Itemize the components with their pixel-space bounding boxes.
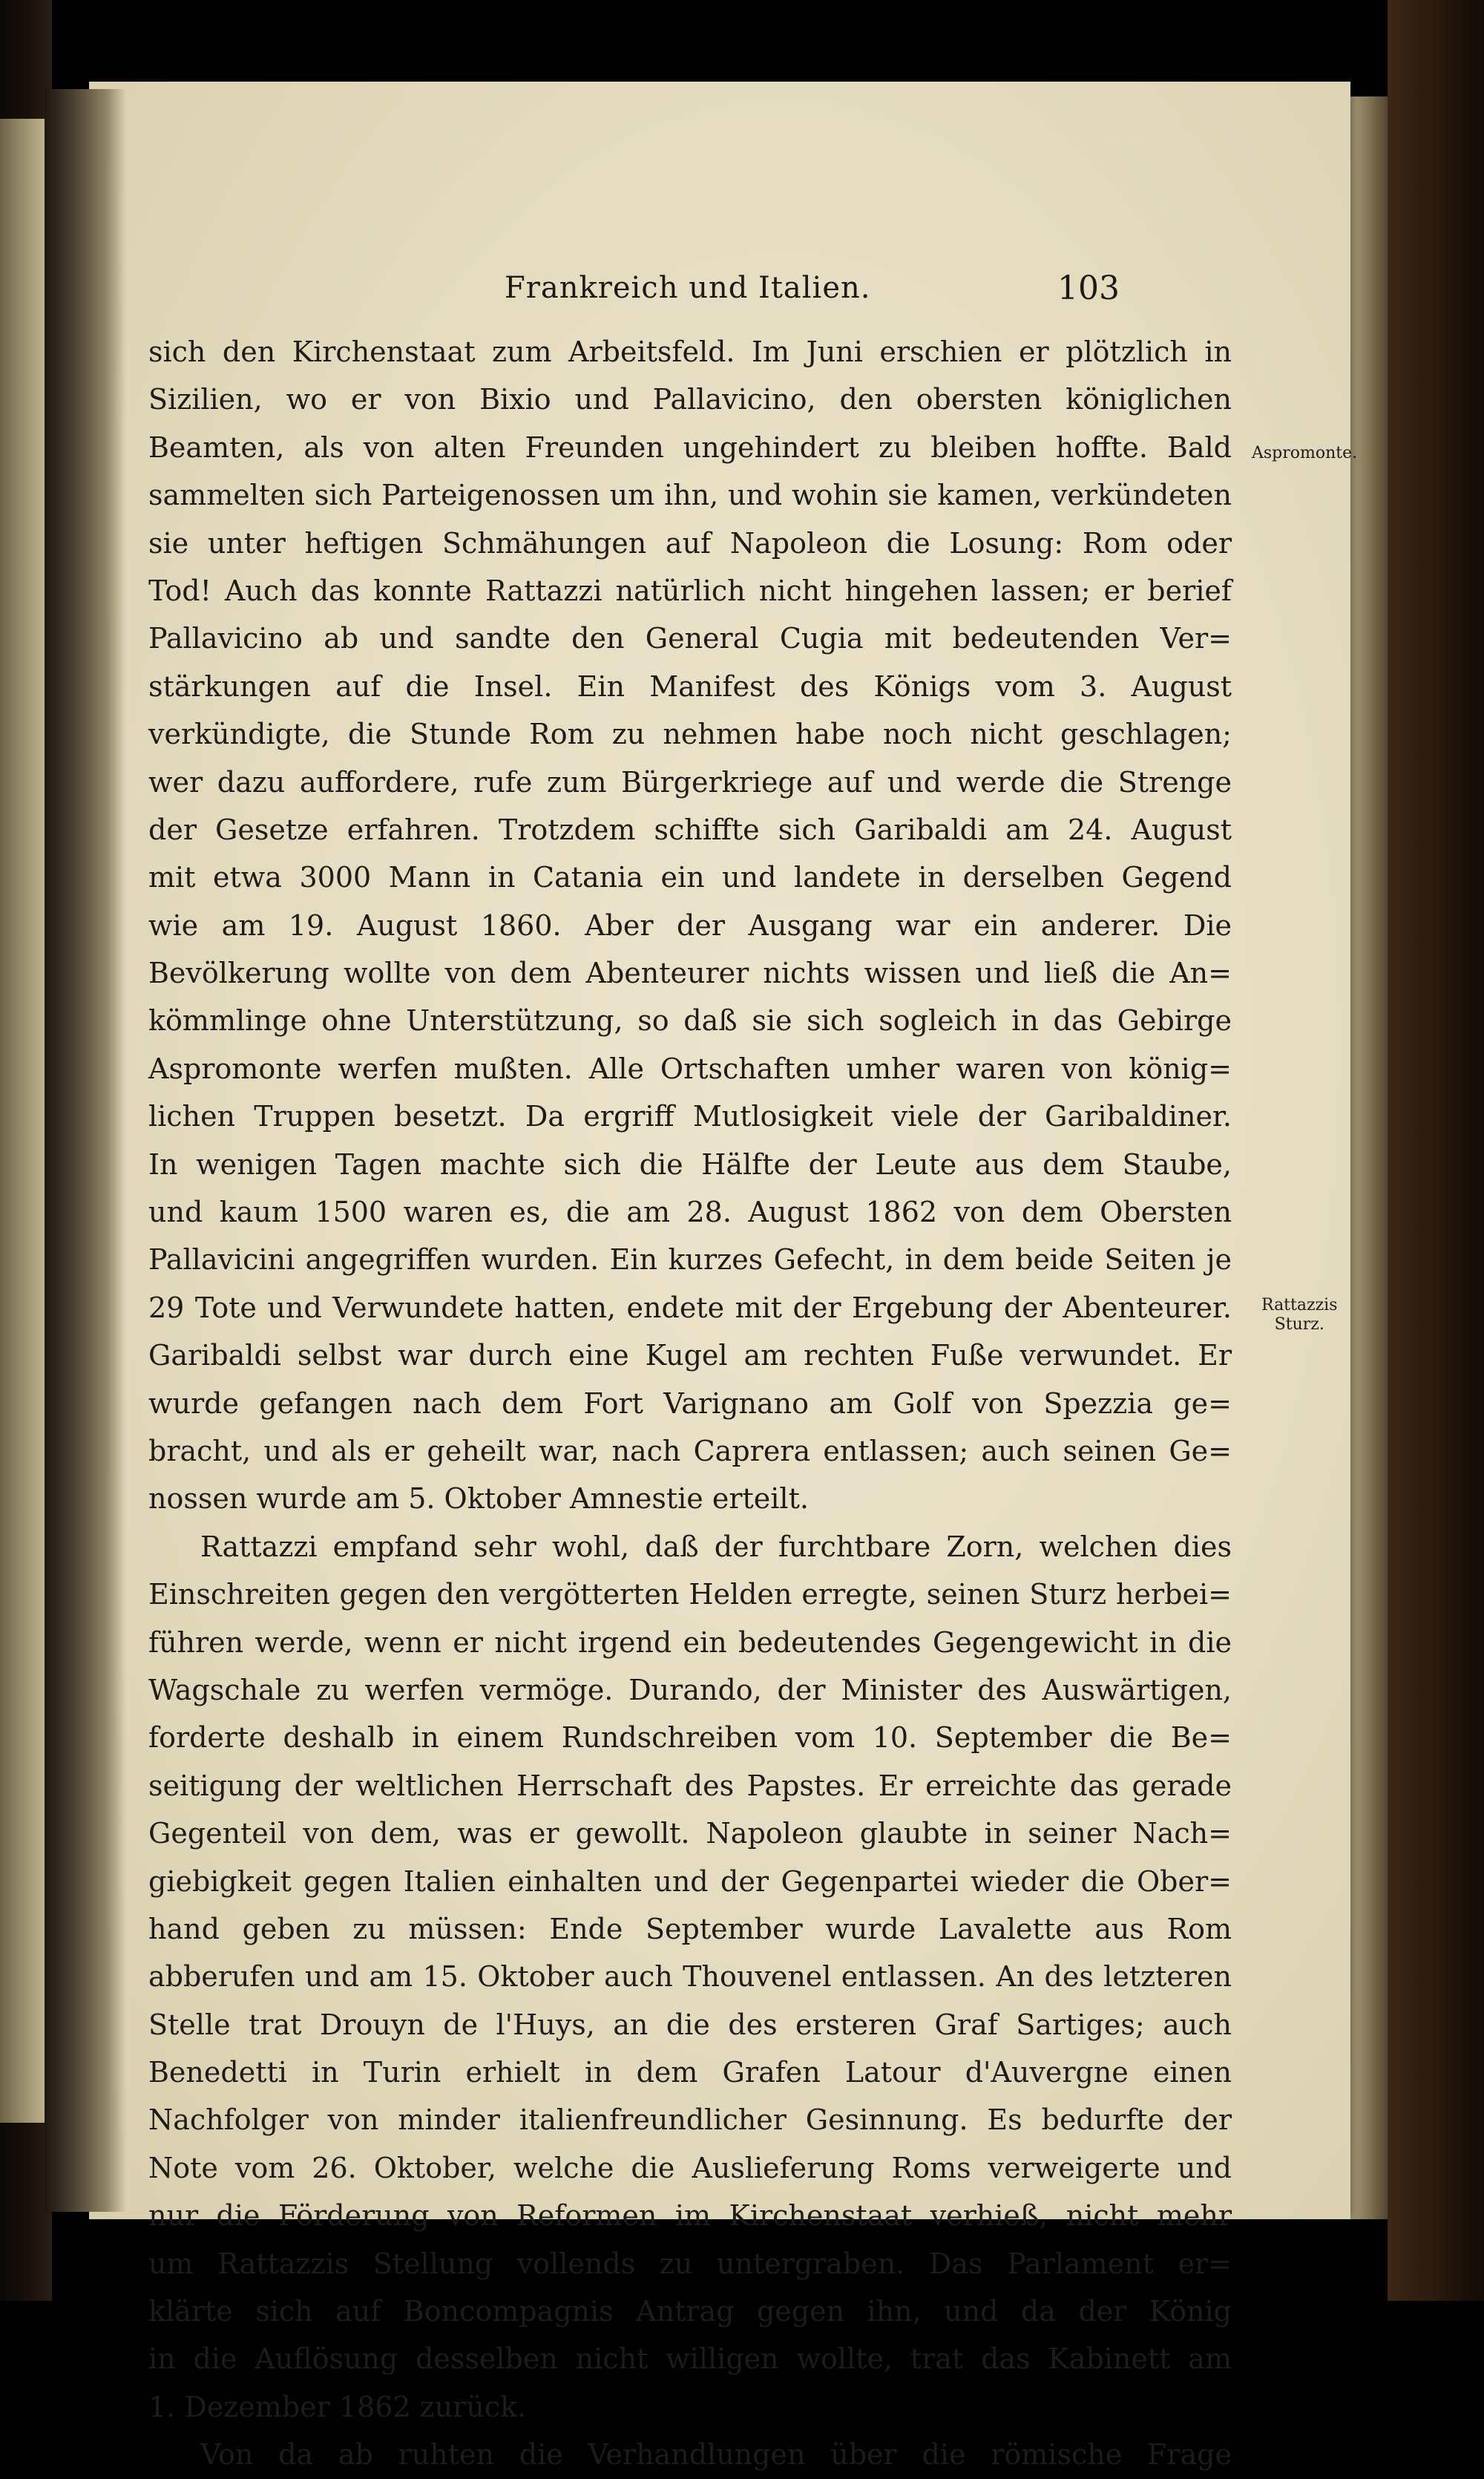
- book-page: [89, 82, 1358, 2472]
- paragraph-start-line: Rattazzi empfand sehr wohl, daß der furchtbare Zorn, welchen dies: [200, 1530, 1232, 1563]
- text-line: Sizilien, wo er von Bixio und Pallavicino, den obersten königlichen: [148, 383, 1232, 416]
- text-line: 29 Tote und Verwundete hatten, endete mit der Ergebung der Abenteurer.: [148, 1291, 1232, 1324]
- text-line: sie unter heftigen Schmähungen auf Napoleon die Losung: Rom oder: [148, 526, 1232, 560]
- text-line: sammelten sich Parteigenossen um ihn, und wohin sie kamen, verkündeten: [148, 479, 1232, 512]
- text-line: kömmlinge ohne Unterstützung, so daß sie sich sogleich in das Gebirge: [148, 1004, 1232, 1038]
- text-line: wurde gefangen nach dem Fort Varignano am Golf von Spezzia ge=: [148, 1386, 1232, 1420]
- text-line: In wenigen Tagen machte sich die Hälfte der Leute aus dem Staube,: [148, 1147, 1232, 1181]
- text-line: wie am 19. August 1860. Aber der Ausgang war ein anderer. Die: [148, 908, 1232, 942]
- marginal-note-text: Aspromonte.: [1252, 444, 1358, 462]
- text-line: Stelle trat Drouyn de l'Huys, an die des ersteren Graf Sartiges; auch: [148, 2008, 1232, 2041]
- running-head: Frankreich und Italien.: [505, 271, 871, 305]
- text-line: giebigkeit gegen Italien einhalten und der Gegenpartei wieder die Ober=: [148, 1864, 1232, 1898]
- body-text: [148, 328, 1232, 2479]
- text-line: um Rattazzis Stellung vollends zu untergraben. Das Parlament er=: [148, 2247, 1232, 2280]
- text-line: Wagschale zu werfen vermöge. Durando, der Minister des Auswärtigen,: [148, 1673, 1232, 1706]
- page-number: 103: [1057, 269, 1120, 307]
- text-line: führen werde, wenn er nicht irgend ein bedeutendes Gegengewicht in die: [148, 1625, 1232, 1659]
- text-line: Note vom 26. Oktober, welche die Auslieferung Roms verweigerte und: [148, 2151, 1232, 2184]
- marginal-note-aspromonte: [1252, 444, 1357, 463]
- text-line: wer dazu auffordere, rufe zum Bürgerkriege auf und werde die Strenge: [148, 765, 1232, 799]
- page-stack-edge: [1347, 96, 1391, 2219]
- text-line: seitigung der weltlichen Herrschaft des Papstes. Er erreichte das gerade: [148, 1769, 1232, 1802]
- text-line: hand geben zu müssen: Ende September wurde Lavalette aus Rom: [148, 1912, 1232, 1945]
- text-line: Beamten, als von alten Freunden ungehindert zu bleiben hoffte. Bald: [148, 430, 1232, 464]
- book-cover-right: [1388, 0, 1484, 2301]
- text-line: sich den Kirchenstaat zum Arbeitsfeld. Im Juni erschien er plötzlich in: [148, 335, 1232, 368]
- page-header: [89, 271, 1350, 315]
- text-line: Einschreiten gegen den vergötterten Helden erregte, seinen Sturz herbei=: [148, 1578, 1232, 1611]
- previous-page-edge: [0, 119, 45, 2123]
- text-line: 1. Dezember 1862 zurück.: [148, 2390, 527, 2423]
- text-line: der Gesetze erfahren. Trotzdem schiffte sich Garibaldi am 24. August: [148, 813, 1232, 846]
- text-line: in die Auflösung desselben nicht willigen wollte, trat das Kabinett am: [148, 2342, 1232, 2376]
- text-line: Garibaldi selbst war durch eine Kugel am rechten Fuße verwundet. Er: [148, 1339, 1232, 1372]
- text-line: abberufen und am 15. Oktober auch Thouvenel entlassen. An des letzteren: [148, 1960, 1232, 1994]
- marginal-note-text: Rattazzis: [1261, 1296, 1338, 1314]
- text-line: stärkungen auf die Insel. Ein Manifest des Königs vom 3. August: [148, 669, 1232, 703]
- text-line: Benedetti in Turin erhielt in dem Grafen Latour d'Auvergne einen: [148, 2056, 1232, 2089]
- text-line: nossen wurde am 5. Oktober Amnestie erteilt.: [148, 1482, 809, 1516]
- text-line: Pallavicini angegriffen wurden. Ein kurzes Gefecht, in dem beide Seiten je: [148, 1243, 1232, 1277]
- text-line: lichen Truppen besetzt. Da ergriff Mutlosigkeit viele der Garibaldiner.: [148, 1100, 1232, 1133]
- marginal-note-text: Sturz.: [1274, 1315, 1324, 1334]
- text-line: Nachfolger von minder italienfreundlicher Gesinnung. Es bedurfte der: [148, 2103, 1232, 2137]
- text-line: Pallavicino ab und sandte den General Cugia mit bedeutenden Ver=: [148, 622, 1232, 655]
- text-line: mit etwa 3000 Mann in Catania ein und landete in derselben Gegend: [148, 861, 1232, 894]
- marginal-note-rattazzi: [1261, 1296, 1338, 1335]
- text-line: klärte sich auf Boncompagnis Antrag gegen ihn, und da der König: [148, 2295, 1232, 2328]
- text-line: Bevölkerung wollte von dem Abenteurer nichts wissen und ließ die An=: [148, 957, 1232, 990]
- text-line: Gegenteil von dem, was er gewollt. Napoleon glaubte in seiner Nach=: [148, 1817, 1232, 1850]
- text-line: Tod! Auch das konnte Rattazzi natürlich nicht hingehen lassen; er berief: [148, 574, 1232, 607]
- text-line: bracht, und als er geheilt war, nach Caprera entlassen; auch seinen Ge=: [148, 1434, 1232, 1467]
- text-line: Aspromonte werfen mußten. Alle Ortschaften umher waren von könig=: [148, 1052, 1232, 1085]
- text-line: und kaum 1500 waren es, die am 28. August 1862 von dem Obersten: [148, 1196, 1232, 1229]
- text-line: nur die Förderung von Reformen im Kirchenstaat verhieß, nicht mehr: [148, 2199, 1232, 2233]
- page-gutter-shadow: [45, 89, 126, 2212]
- paragraph-start-line: Von da ab ruhten die Verhandlungen über die römische Frage: [200, 2438, 1232, 2472]
- text-line: verkündigte, die Stunde Rom zu nehmen habe noch nicht geschlagen;: [148, 718, 1232, 751]
- text-line: forderte deshalb in einem Rundschreiben vom 10. September die Be=: [148, 1721, 1232, 1755]
